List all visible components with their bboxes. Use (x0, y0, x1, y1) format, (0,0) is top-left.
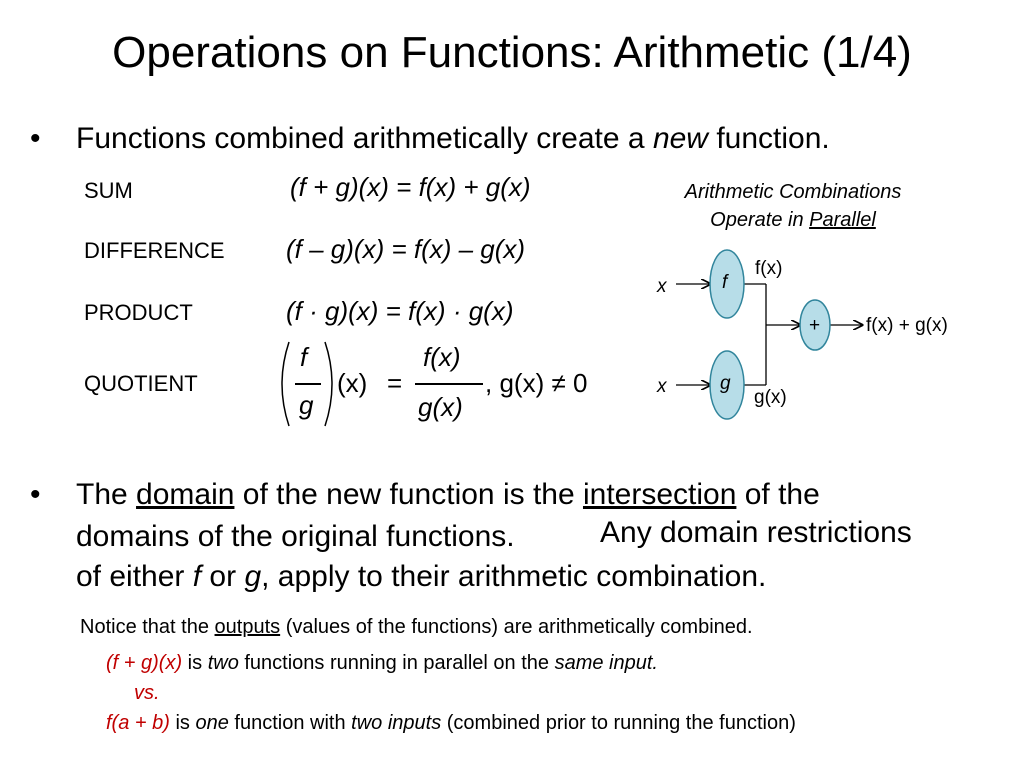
single-expr: f(a + b) (106, 712, 170, 734)
bullet-2-g: g (244, 560, 262, 593)
parallel-t2: functions running in parallel on the (238, 652, 555, 674)
diagram-x-bottom: x (657, 376, 667, 397)
bullet-dot-1: • (30, 122, 41, 155)
bullet-2-line3c: , apply to their arithmetic combination. (261, 560, 767, 593)
quotient-equals: = (387, 368, 403, 398)
diagram-out-g: g(x) (754, 387, 787, 408)
bullet-2-f: f (192, 560, 202, 593)
diagram-title (633, 178, 953, 234)
single-t2: function with (228, 712, 352, 734)
parallel-line (106, 652, 658, 675)
product-formula: (f · g)(x) = f(x) · g(x) (286, 296, 514, 326)
bullet-2-t1: The (76, 478, 137, 511)
bullet-dot-2: • (30, 478, 41, 511)
diagram-g-label: g (720, 373, 731, 394)
diagram-f-label: f (722, 272, 728, 293)
bullet-2-line3a: of either (76, 560, 193, 593)
quotient-x: (x) (337, 368, 368, 398)
bullet-2-t3: of the (736, 478, 820, 511)
diagram-out-sum: f(x) + g(x) (866, 315, 948, 336)
quotient-rhs-den: g(x) (418, 392, 463, 422)
bullet-1-prefix: Functions combined arithmetically create a (76, 122, 653, 155)
difference-label: DIFFERENCE (84, 238, 225, 263)
bullet-2-line3b: or (201, 560, 245, 593)
quotient-right-bar (415, 383, 483, 385)
quotient-rhs-num: f(x) (423, 342, 461, 372)
bullet-1-text (76, 122, 830, 156)
sum-formula: (f + g)(x) = f(x) + g(x) (290, 172, 531, 202)
difference-formula: (f – g)(x) = f(x) – g(x) (286, 234, 526, 264)
diagram-out-f: f(x) (755, 258, 783, 279)
bullet-2-line1 (76, 478, 820, 512)
single-t1: is (169, 712, 196, 734)
bullet-2-line2b: Any domain restrictions (600, 516, 912, 549)
notice-text (80, 616, 753, 639)
diagram-x-top: x (657, 276, 667, 297)
bullet-2-domain: domain (136, 478, 235, 511)
diagram-title-prefix: Operate in (710, 209, 810, 231)
bullet-1-emph: new (652, 122, 708, 155)
parallel-same: same input. (554, 652, 658, 674)
notice-t1: Notice that the (80, 616, 215, 638)
bullet-2-t2: of the new function is the (234, 478, 583, 511)
parallel-t1: is (182, 652, 208, 674)
bullet-2-line2: domains of the original functions. (76, 520, 515, 553)
vs-text: vs. (134, 682, 160, 704)
diagram-title-line2 (633, 206, 953, 234)
quotient-num-f: f (300, 342, 308, 372)
parallel-diagram (640, 240, 1010, 430)
quotient-left-bar (295, 383, 321, 385)
notice-t2: (values of the functions) are arithmetically combined. (280, 616, 753, 638)
slide-title: Operations on Functions: Arithmetic (1/4) (112, 28, 912, 77)
single-one: one (195, 712, 229, 734)
sum-label: SUM (84, 178, 133, 203)
product-label: PRODUCT (84, 300, 193, 325)
notice-outputs: outputs (214, 616, 281, 638)
quotient-formula (275, 338, 620, 430)
diagram-plus-label: + (809, 315, 821, 336)
bullet-2-line3 (76, 560, 766, 594)
diagram-title-line1: Arithmetic Combinations (684, 181, 902, 203)
parallel-two: two (207, 652, 239, 674)
single-two-inputs: two inputs (351, 712, 442, 734)
quotient-condition: , g(x) ≠ 0 (485, 368, 588, 398)
bullet-2-intersection: intersection (582, 478, 737, 511)
quotient-label: QUOTIENT (84, 371, 198, 396)
parallel-expr: (f + g)(x) (106, 652, 183, 674)
diagram-title-parallel: Parallel (809, 209, 876, 231)
quotient-den-g: g (299, 390, 314, 420)
bullet-1-suffix: function. (707, 122, 830, 155)
single-line (106, 712, 796, 735)
single-t3: (combined prior to running the function) (441, 712, 796, 734)
